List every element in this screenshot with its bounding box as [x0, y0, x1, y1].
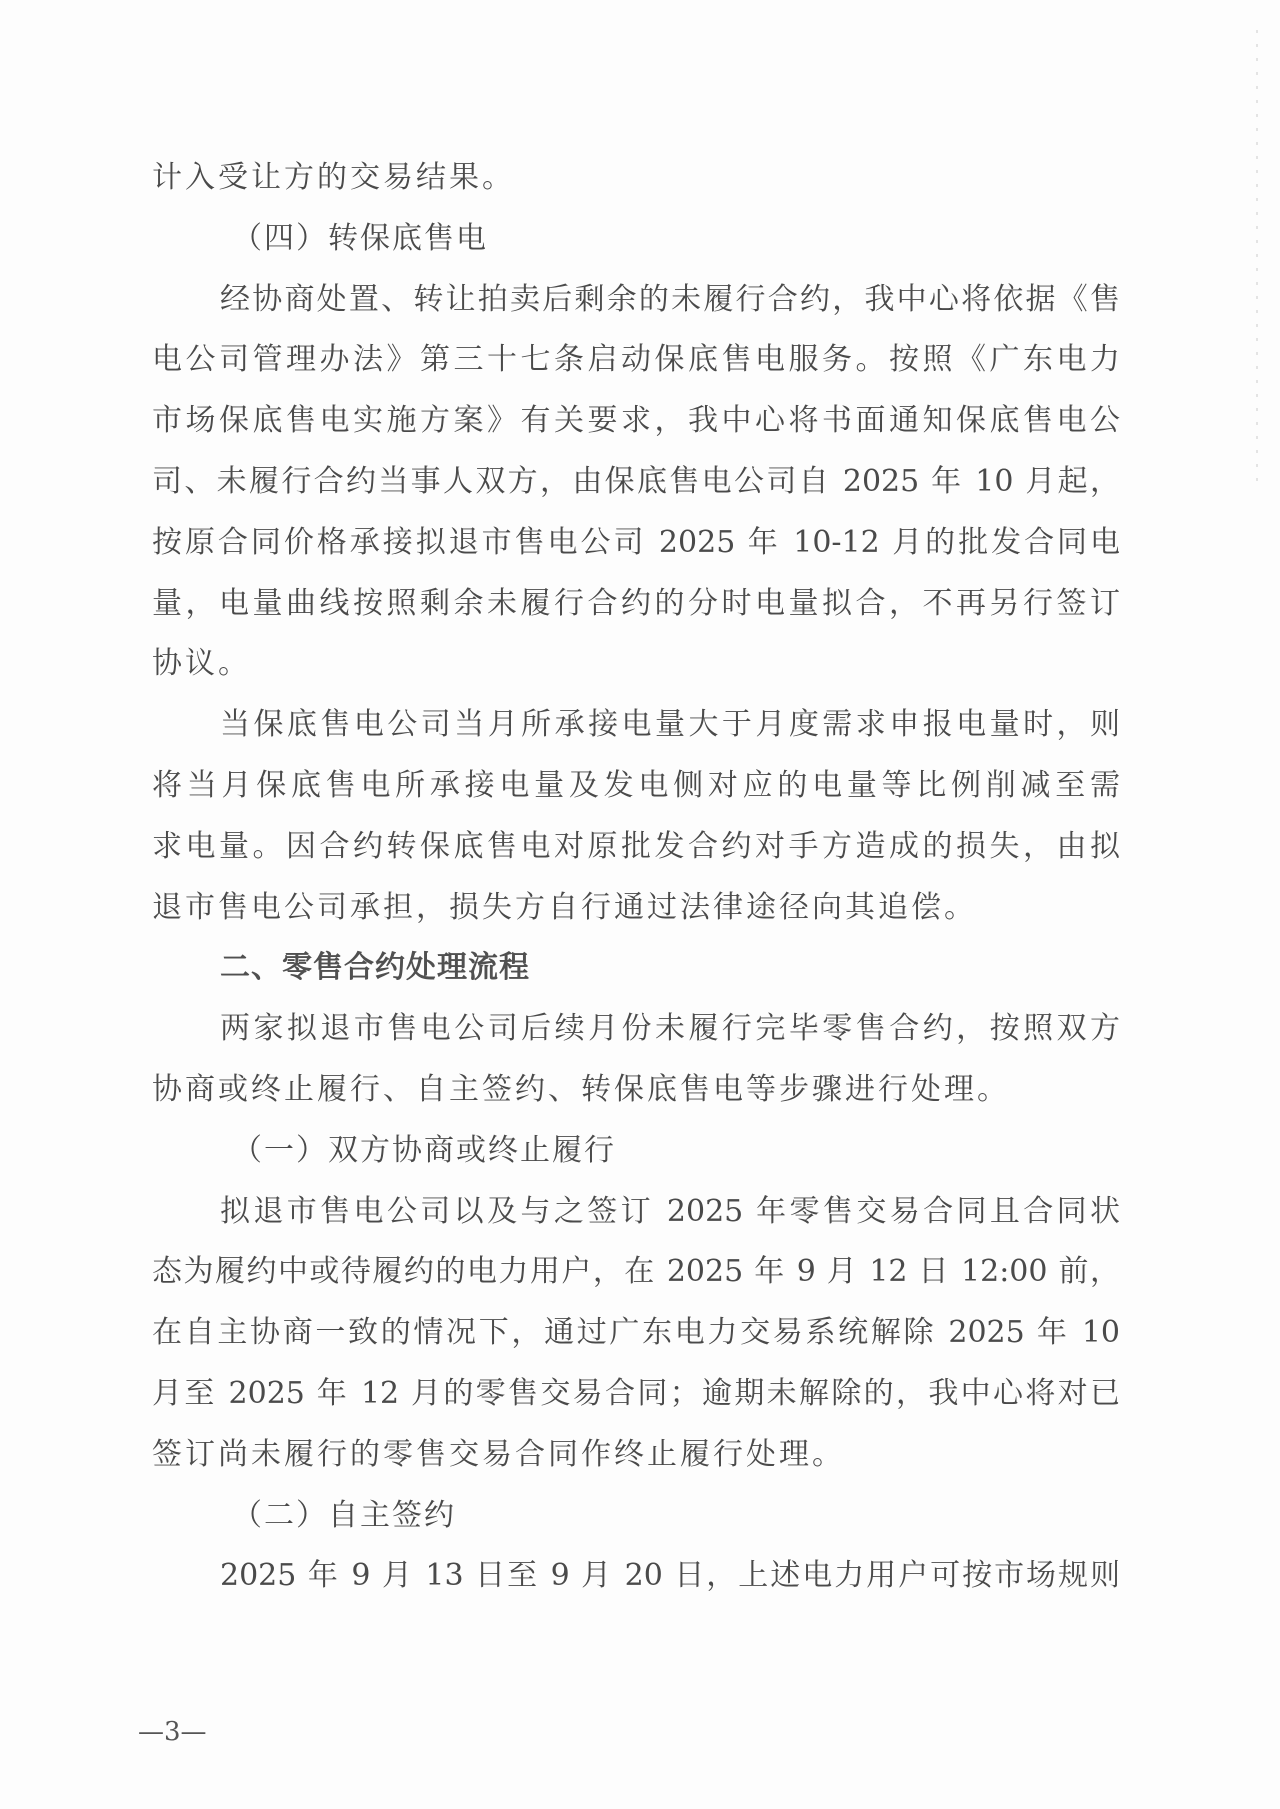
- paragraph-line: 月至 2025 年 12 月的零售交易合同；逾期未解除的，我中心将对已: [152, 1375, 1120, 1411]
- paragraph-line: 协议。: [152, 646, 251, 682]
- subsection-heading-2: （二）自主签约: [232, 1497, 456, 1533]
- paragraph-line: 拟退市售电公司以及与之签订 2025 年零售交易合同且合同状: [220, 1193, 1120, 1229]
- page-number: —3—: [138, 1717, 207, 1747]
- paragraph-line: 协商或终止履行、自主签约、转保底售电等步骤进行处理。: [152, 1071, 1010, 1107]
- paragraph-line: 退市售电公司承担，损失方自行通过法律途径向其追偿。: [152, 889, 977, 925]
- paragraph-line: 两家拟退市售电公司后续月份未履行完毕零售合约，按照双方: [220, 1011, 1120, 1047]
- subsection-heading-1: （一）双方协商或终止履行: [232, 1132, 616, 1168]
- paragraph-line: 电公司管理办法》第三十七条启动保底售电服务。按照《广东电力: [152, 342, 1120, 378]
- paragraph-line: 签订尚未履行的零售交易合同作终止履行处理。: [152, 1436, 845, 1472]
- paragraph-line: 司、未履行合约当事人双方，由保底售电公司自 2025 年 10 月起，: [152, 463, 1120, 499]
- paragraph-line: 计入受让方的交易结果。: [152, 160, 515, 195]
- document-body: [152, 148, 1120, 1607]
- paragraph-line: 按原合同价格承接拟退市售电公司 2025 年 10-12 月的批发合同电: [152, 524, 1120, 560]
- paragraph-line: 市场保底售电实施方案》有关要求，我中心将书面通知保底售电公: [152, 403, 1120, 439]
- scan-artifact: [1256, 30, 1258, 490]
- subsection-heading-4: （四）转保底售电: [232, 220, 488, 256]
- paragraph-line: 2025 年 9 月 13 日至 9 月 20 日，上述电力用户可按市场规则: [220, 1558, 1120, 1594]
- paragraph-line: 态为履约中或待履约的电力用户，在 2025 年 9 月 12 日 12:00 前，: [152, 1254, 1120, 1290]
- paragraph-line: 量，电量曲线按照剩余未履行合约的分时电量拟合，不再另行签订: [152, 585, 1120, 621]
- paragraph-line: 求电量。因合约转保底售电对原批发合约对手方造成的损失，由拟: [152, 828, 1120, 864]
- section-heading-2: 二、零售合约处理流程: [220, 950, 530, 986]
- paragraph-line: 经协商处置、转让拍卖后剩余的未履行合约，我中心将依据《售: [220, 281, 1120, 317]
- paragraph-line: 将当月保底售电所承接电量及发电侧对应的电量等比例削减至需: [152, 767, 1120, 803]
- paragraph-line: 在自主协商一致的情况下，通过广东电力交易系统解除 2025 年 10: [152, 1315, 1120, 1351]
- paragraph-line: 当保底售电公司当月所承接电量大于月度需求申报电量时，则: [220, 707, 1120, 743]
